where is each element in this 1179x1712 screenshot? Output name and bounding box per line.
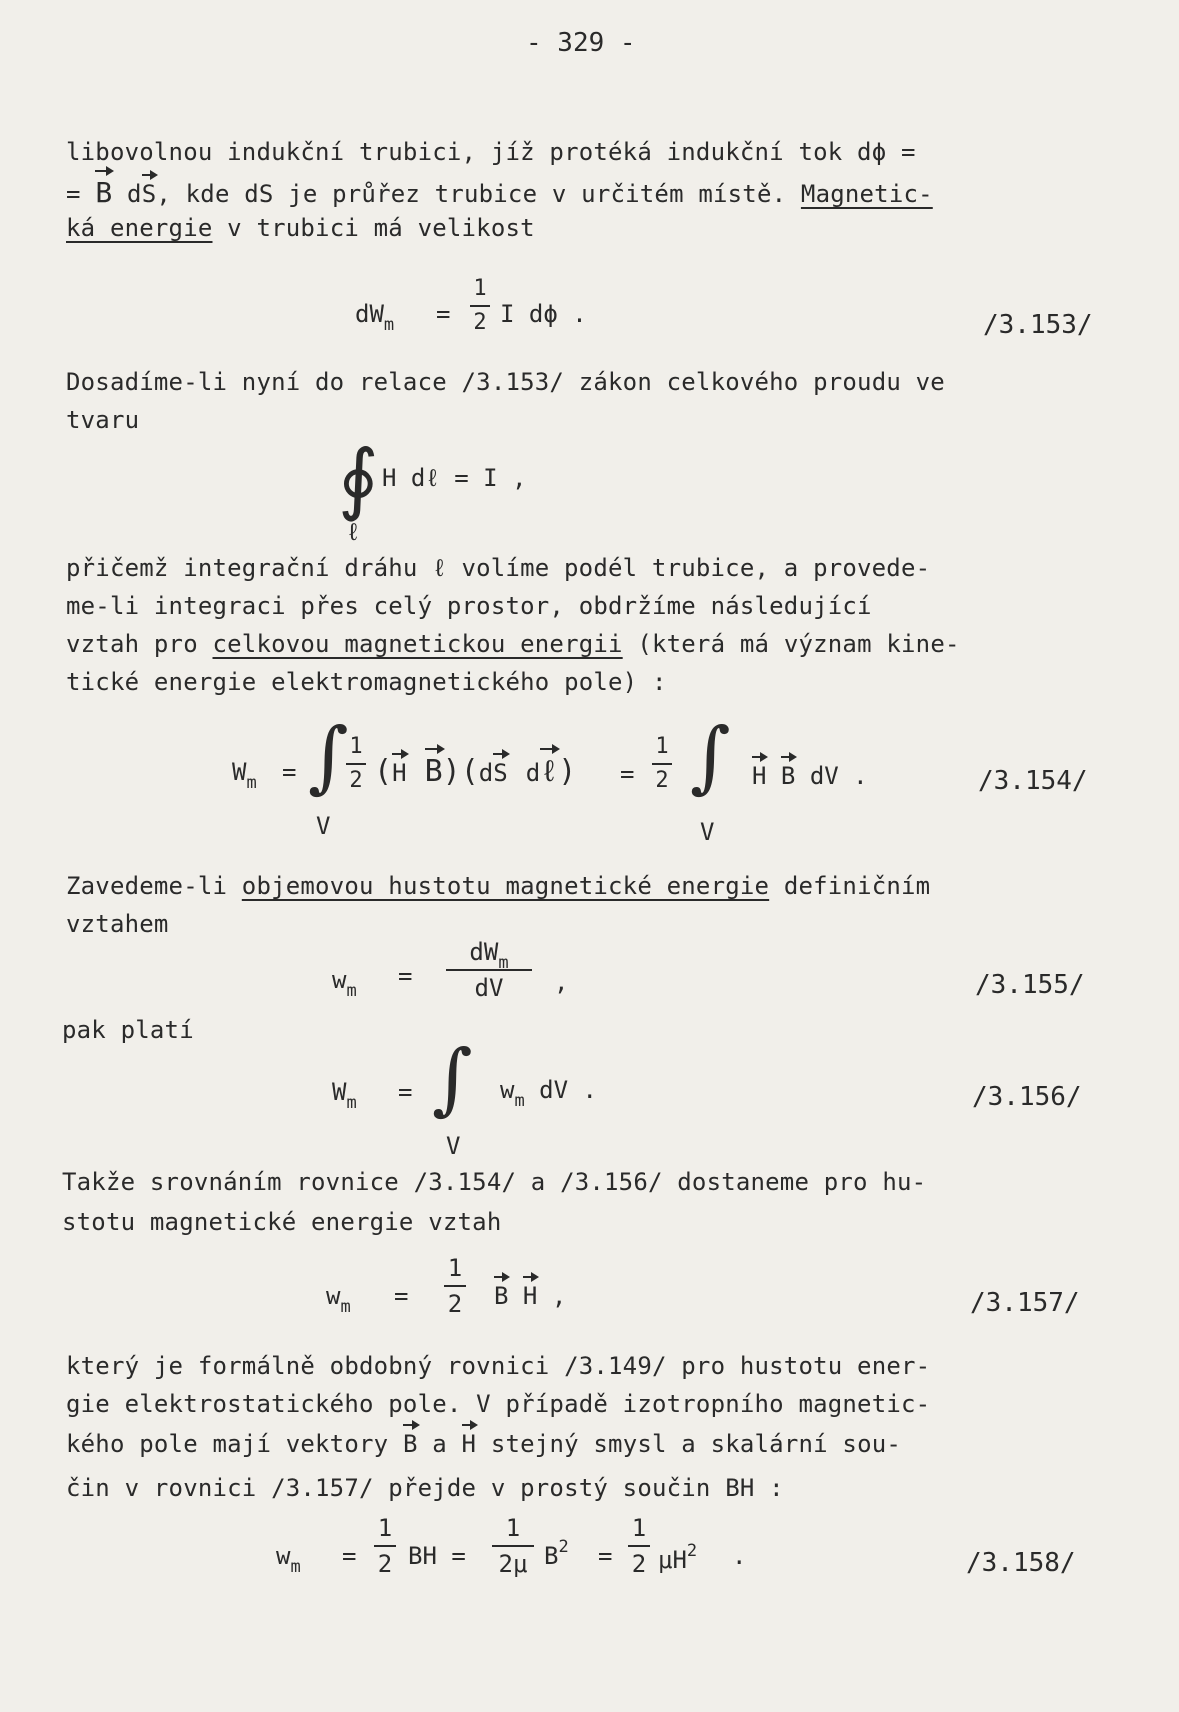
equation-number: /3.154/ [978,766,1088,796]
eq154-fraction: 1 2 [652,736,672,792]
eq155-lhs: $w_m$ [332,966,357,1001]
text-line: který je formálně obdobný rovnici /3.149/ pro hustotu ener- [66,1352,931,1380]
text-run: kého pole mají vektory [66,1430,403,1458]
vector-s: S [141,180,157,208]
text-line [66,872,930,900]
integral-sign: ∫ [690,712,731,802]
eq154-equals: = [282,758,297,786]
eq158-equals: = [598,1542,613,1570]
eq158-lhs: $w_m$ [276,1542,301,1577]
vector-b: B [780,762,796,790]
vector-h: H [392,759,407,787]
text-run: (která má význam kine- [622,630,960,658]
eq158-term: $B^2$ [544,1537,569,1570]
text-line: čin v rovnici /3.157/ přejde v prostý součin BH : [66,1474,784,1502]
text-run: definičním [769,872,931,900]
eq158-equals: = [342,1542,357,1570]
equation-number: /3.153/ [983,310,1093,340]
vector-b: B [494,1282,509,1310]
eq154-product: (H B)(dS dℓ) [374,754,577,789]
vector-l: ℓ [540,754,559,789]
text-line [66,630,960,658]
text-run: a [417,1430,462,1458]
equation-number: /3.156/ [972,1082,1082,1112]
integral-limit: ℓ [346,518,361,546]
vector-h: H [461,1430,477,1458]
eq158-fraction: 1 2 [628,1516,650,1576]
eq153-lhs: $dW_m$ [355,300,395,335]
vector-s: S [493,759,508,787]
integral-sign: ∫ [308,712,349,802]
integral-limit: V [316,812,331,840]
text-line: přičemž integrační dráhu ℓ volíme podél trubice, a provede- [66,554,931,582]
eq155-equals: = [398,962,413,990]
eq157-equals: = [394,1282,409,1310]
eq157-fraction: 1 2 [444,1256,466,1316]
eq157-lhs: $w_m$ [326,1282,351,1317]
text-run: Zavedeme-li [66,872,242,900]
text-line: tické energie elektromagnetického pole) : [66,668,667,696]
eq156-equals: = [398,1078,413,1106]
eq158-term: BH = [408,1542,466,1570]
equation-number: /3.158/ [966,1548,1076,1578]
eq153-fraction: 1 2 [470,278,490,334]
vector-h: H [522,1282,538,1310]
eq154-fraction: 1 2 [346,736,366,792]
vector-b: B [402,1430,418,1458]
eq158-term: . [732,1542,747,1570]
eq154-lhs: $W_m$ [232,758,257,793]
eq156-integrand: $w_m$ dV . [500,1076,597,1111]
text-run: stejný smysl a skalární sou- [476,1430,902,1458]
eq154-equals: = [620,760,635,788]
term-underlined: celkovou magnetickou energii [212,630,623,658]
eq158-term: $\mu H^2$ [658,1541,698,1574]
eq153-equals: = [436,300,451,328]
term-underlined: objemovou hustotu magnetické energie [241,872,770,900]
eq155-tail: , [554,968,569,996]
integral-limit: V [700,818,715,846]
term-underlined: ká energie [66,214,213,242]
vector-b: B [424,754,443,789]
eq153-rhs: I dϕ . [500,300,587,328]
vector-b: B [95,176,113,209]
ampere-law-body: H dℓ = I , [382,464,527,492]
eq158-fraction: 1 2 [374,1516,396,1576]
eq156-lhs: $W_m$ [332,1078,357,1113]
text-line: pak platí [62,1016,194,1044]
text-line: libovolnou indukční trubici, jíž protéká indukční tok dϕ = [66,138,916,166]
text-run: = [66,180,96,208]
eq155-fraction: $dW_m$ dV [446,940,532,1000]
text-run: d [112,180,142,208]
text-line: me-li integraci přes celý prostor, obdržíme následující [66,592,872,620]
text-line: stotu magnetické energie vztah [62,1208,502,1236]
eq154-integrand: H B dV . [752,762,868,790]
integral-limit: V [446,1132,461,1160]
page-number: - 329 - [526,28,636,58]
text-line: Takže srovnáním rovnice /3.154/ a /3.156/ dostaneme pro hu- [62,1168,927,1196]
text-run: , kde dS je průřez trubice v určitém místě. [156,180,801,208]
term-underlined: Magnetic- [800,180,933,208]
text-line: tvaru [66,406,140,434]
equation-number: /3.157/ [970,1288,1080,1318]
text-line: Dosadíme-li nyní do relace /3.153/ zákon celkového proudu ve [66,368,945,396]
text-line [66,1430,901,1458]
vector-h: H [752,762,767,790]
text-line [66,214,535,242]
text-line: gie elektrostatického pole. V případě izotropního magnetic- [66,1390,931,1418]
equation-number: /3.155/ [975,970,1085,1000]
text-line: vztahem [66,910,169,938]
integral-sign: ∫ [432,1034,473,1124]
text-line [66,176,933,209]
contour-integral-sign: ∮ [338,434,379,524]
text-run: v trubici má velikost [212,214,535,242]
eq158-fraction: 1 2μ [492,1516,534,1576]
eq157-product: B H , [494,1282,567,1310]
text-run: vztah pro [66,630,213,658]
